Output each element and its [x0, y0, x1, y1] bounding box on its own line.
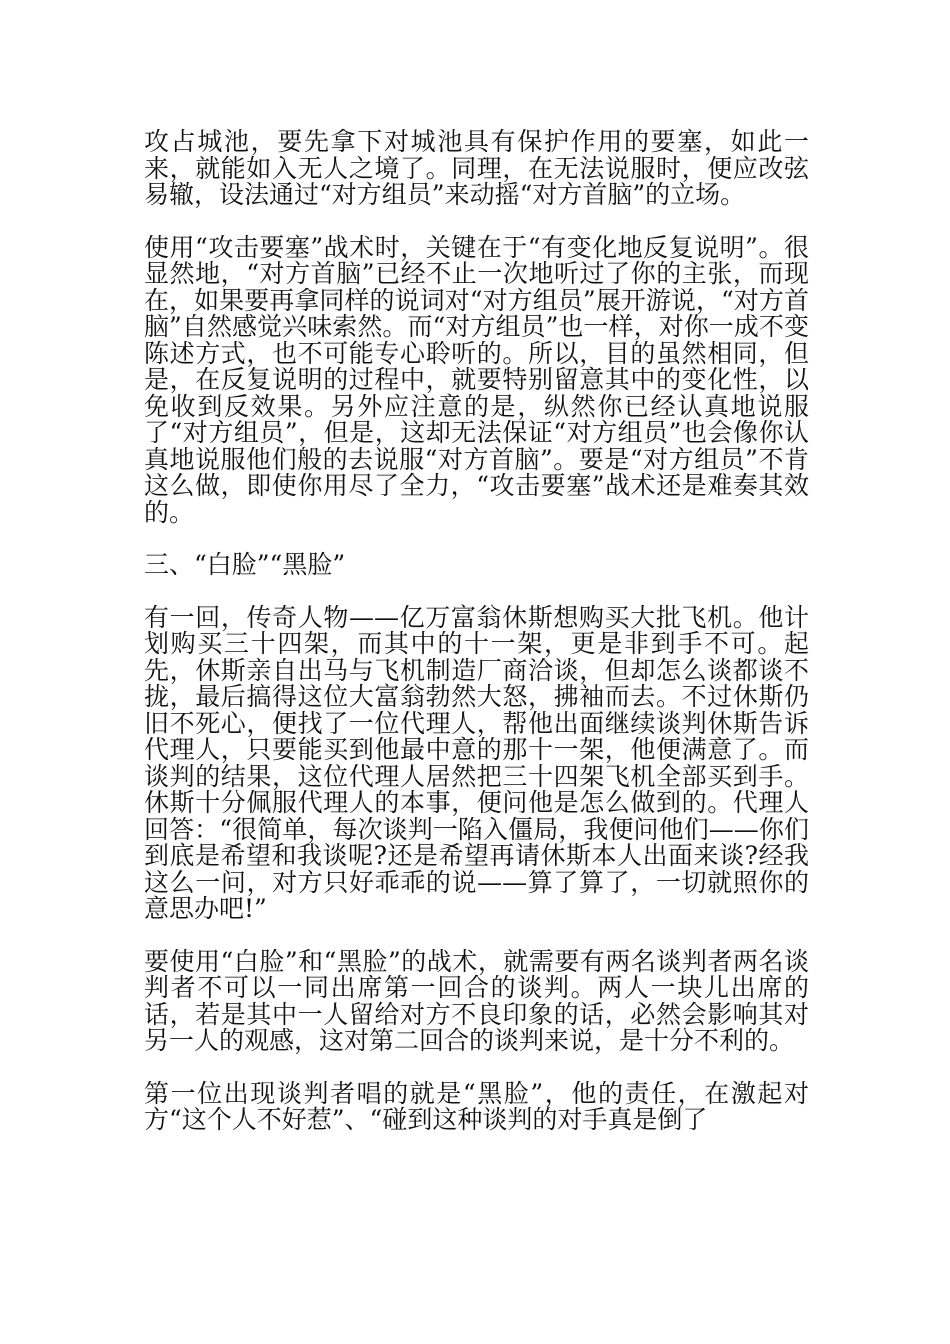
paragraph-fortress-tactic: 使用“攻击要塞”战术时，关键在于“有变化地反复说明”。很显然地，“对方首脑”已经不止一次地听过了你的主张，而现在，如果要再拿同样的说词对“对方组员”展开游说，“对方首脑”自然感觉兴味索然。而“对方组员”也一样，对你一成不变陈述方式，也不可能专心聆听的。所以，目的虽然相同，但是，在反复说明的过程中，就要特别留意其中的变化性，以免收到反效果。另外应注意的是，纵然你已经认真地说服了“对方组员”，但是，这却无法保证“对方组员”也会像你认真地说服他们般的去说服“对方首脑”。要是“对方组员”不肯这么做，即使你用尽了全力，“攻击要塞”战术还是难奏其效的。: [144, 232, 809, 527]
document-page: [144, 129, 809, 1160]
paragraph-two-negotiators: 要使用“白脸”和“黑脸”的战术，就需要有两名谈判者两名谈判者不可以一同出席第一回合的谈判。两人一块儿出席的话，若是其中一人留给对方不良印象的话，必然会影响其对另一人的观感，这对第二回合的谈判来说，是十分不利的。: [144, 946, 809, 1055]
section-heading: 三、“白脸”“黑脸”: [144, 550, 346, 579]
paragraph-black-face: 第一位出现谈判者唱的就是“黑脸”，他的责任，在激起对方“这个人不好惹”、“碰到这种谈判的对手真是倒了: [144, 1078, 809, 1134]
paragraph-hughes-story: 有一回，传奇人物——亿万富翁休斯想购买大批飞机。他计划购买三十四架，而其中的十一架，更是非到手不可。起先，休斯亲自出马与飞机制造厂商洽谈，但却怎么谈都谈不拢，最后搞得这位大富翁勃然大怒，拂袖而去。不过休斯仍旧不死心，便找了一位代理人，帮他出面继续谈判休斯告诉代理人，只要能买到他最中意的那十一架，他便满意了。而谈判的结果，这位代理人居然把三十四架飞机全部买到手。休斯十分佩服代理人的本事，便问他是怎么做到的。代理人回答：“很简单，每次谈判一陷入僵局，我便问他们——你们到底是希望和我谈呢?还是希望再请休斯本人出面来谈?经我这么一问，对方只好乖乖的说——算了算了，一切就照你的意思办吧!”: [144, 602, 809, 923]
paragraph-fortress-intro: 攻占城池，要先拿下对城池具有保护作用的要塞，如此一来，就能如入无人之境了。同理，在无法说服时，便应改弦易辙，设法通过“对方组员”来动摇“对方首脑”的立场。: [144, 127, 809, 209]
